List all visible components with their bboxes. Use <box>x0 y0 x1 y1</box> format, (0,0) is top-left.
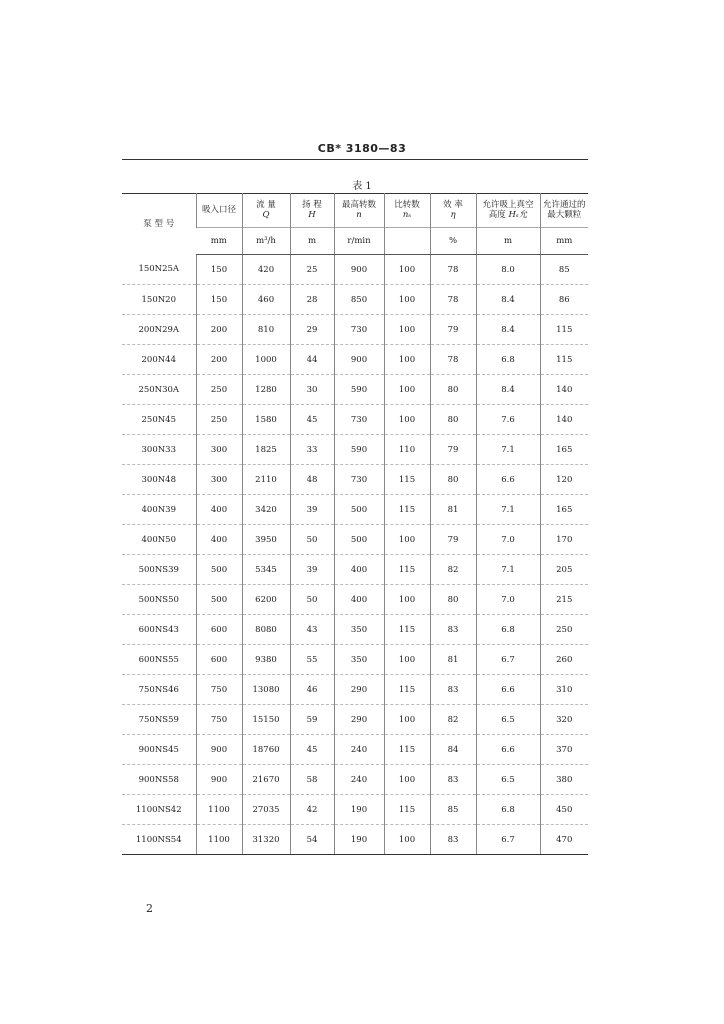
cell-inlet: 600 <box>196 615 242 645</box>
cell-max-particle: 165 <box>540 495 588 525</box>
cell-max-particle: 170 <box>540 525 588 555</box>
cell-suction-lift: 6.8 <box>476 345 540 375</box>
cell-flow: 420 <box>242 255 290 285</box>
cell-max-particle: 260 <box>540 645 588 675</box>
cell-efficiency: 82 <box>430 705 476 735</box>
cell-specific-speed: 115 <box>384 555 430 585</box>
table-body <box>122 255 588 855</box>
table-row <box>122 255 588 285</box>
cell-flow: 6200 <box>242 585 290 615</box>
cell-suction-lift: 7.1 <box>476 435 540 465</box>
table-row <box>122 465 588 495</box>
table-row <box>122 585 588 615</box>
cell-flow: 1580 <box>242 405 290 435</box>
cell-efficiency: 79 <box>430 525 476 555</box>
unit-speed: r/min <box>334 228 384 255</box>
cell-model: 1100NS42 <box>122 795 196 825</box>
cell-specific-speed: 100 <box>384 765 430 795</box>
cell-speed: 240 <box>334 735 384 765</box>
cell-flow: 13080 <box>242 675 290 705</box>
cell-efficiency: 81 <box>430 495 476 525</box>
cell-inlet: 250 <box>196 375 242 405</box>
cell-model: 200N44 <box>122 345 196 375</box>
cell-model: 150N25A <box>138 264 180 275</box>
cell-specific-speed: 100 <box>384 285 430 315</box>
cell-specific-speed: 115 <box>384 495 430 525</box>
cell-specific-speed: 115 <box>384 675 430 705</box>
page-number: 2 <box>146 902 153 915</box>
cell-inlet: 600 <box>196 645 242 675</box>
cell-head: 50 <box>290 585 334 615</box>
standard-code-header: CB* 3180—83 <box>317 142 407 155</box>
cell-inlet: 250 <box>196 405 242 435</box>
table-row <box>122 735 588 765</box>
table-row <box>122 345 588 375</box>
table-row <box>122 555 588 585</box>
cell-specific-speed: 100 <box>384 315 430 345</box>
cell-speed: 590 <box>334 375 384 405</box>
table-row <box>122 315 588 345</box>
cell-suction-lift: 7.0 <box>476 525 540 555</box>
cell-flow: 3420 <box>242 495 290 525</box>
cell-suction-lift: 6.5 <box>476 705 540 735</box>
cell-suction-lift: 6.6 <box>476 465 540 495</box>
cell-max-particle: 215 <box>540 585 588 615</box>
cell-speed: 290 <box>334 705 384 735</box>
cell-specific-speed: 100 <box>384 255 430 285</box>
cell-suction-lift: 8.0 <box>476 255 540 285</box>
cell-max-particle: 450 <box>540 795 588 825</box>
cell-efficiency: 80 <box>430 465 476 495</box>
cell-speed: 900 <box>334 345 384 375</box>
table-row <box>122 435 588 465</box>
cell-head: 39 <box>290 555 334 585</box>
cell-inlet: 400 <box>196 525 242 555</box>
unit-suction-lift: m <box>476 228 540 255</box>
cell-suction-lift: 7.0 <box>476 585 540 615</box>
cell-head: 42 <box>290 795 334 825</box>
cell-speed: 730 <box>334 405 384 435</box>
cell-max-particle: 115 <box>540 315 588 345</box>
cell-inlet: 150 <box>196 255 242 285</box>
cell-efficiency: 83 <box>430 615 476 645</box>
cell-efficiency: 82 <box>430 555 476 585</box>
cell-speed: 190 <box>334 825 384 855</box>
cell-flow: 15150 <box>242 705 290 735</box>
table-row <box>122 705 588 735</box>
cell-inlet: 200 <box>196 315 242 345</box>
cell-head: 59 <box>290 705 334 735</box>
cell-flow: 1825 <box>242 435 290 465</box>
cell-flow: 5345 <box>242 555 290 585</box>
cell-flow: 810 <box>242 315 290 345</box>
cell-suction-lift: 6.5 <box>476 765 540 795</box>
col-header-head: 扬 程 H <box>290 193 334 228</box>
cell-head: 50 <box>290 525 334 555</box>
cell-head: 44 <box>290 345 334 375</box>
cell-efficiency: 78 <box>430 345 476 375</box>
cell-head: 28 <box>290 285 334 315</box>
table-title: 表 1 <box>352 181 372 192</box>
cell-specific-speed: 110 <box>384 435 430 465</box>
cell-inlet: 900 <box>196 735 242 765</box>
cell-suction-lift: 7.6 <box>476 405 540 435</box>
cell-specific-speed: 100 <box>384 375 430 405</box>
cell-efficiency: 83 <box>430 675 476 705</box>
table-row <box>122 285 588 315</box>
cell-head: 25 <box>290 255 334 285</box>
cell-inlet: 300 <box>196 465 242 495</box>
cell-head: 45 <box>290 405 334 435</box>
cell-model: 750NS46 <box>122 675 196 705</box>
cell-max-particle: 115 <box>540 345 588 375</box>
cell-max-particle: 85 <box>540 255 588 285</box>
cell-model: 300N33 <box>122 435 196 465</box>
unit-inlet: mm <box>196 228 242 255</box>
cell-head: 39 <box>290 495 334 525</box>
cell-flow: 3950 <box>242 525 290 555</box>
cell-head: 55 <box>290 645 334 675</box>
cell-specific-speed: 115 <box>384 615 430 645</box>
cell-specific-speed: 100 <box>384 585 430 615</box>
cell-inlet: 500 <box>196 555 242 585</box>
cell-speed: 500 <box>334 495 384 525</box>
cell-model: 900NS58 <box>122 765 196 795</box>
cell-flow: 2110 <box>242 465 290 495</box>
cell-flow: 1000 <box>242 345 290 375</box>
cell-flow: 1280 <box>242 375 290 405</box>
col-header-inlet: 吸入口径 <box>196 193 242 228</box>
table-row <box>122 375 588 405</box>
cell-suction-lift: 6.6 <box>476 675 540 705</box>
table-row <box>122 675 588 705</box>
table-row <box>122 795 588 825</box>
cell-model: 600NS55 <box>122 645 196 675</box>
cell-suction-lift: 8.4 <box>476 315 540 345</box>
cell-efficiency: 78 <box>430 255 476 285</box>
cell-speed: 400 <box>334 585 384 615</box>
cell-specific-speed: 100 <box>384 525 430 555</box>
cell-specific-speed: 100 <box>384 705 430 735</box>
cell-inlet: 300 <box>196 435 242 465</box>
cell-suction-lift: 6.8 <box>476 615 540 645</box>
cell-max-particle: 370 <box>540 735 588 765</box>
cell-speed: 400 <box>334 555 384 585</box>
cell-specific-speed: 115 <box>384 795 430 825</box>
cell-model: 900NS45 <box>122 735 196 765</box>
table-row <box>122 765 588 795</box>
header-rule <box>122 159 588 160</box>
cell-model: 500NS39 <box>122 555 196 585</box>
cell-model: 300N48 <box>122 465 196 495</box>
cell-flow: 18760 <box>242 735 290 765</box>
cell-max-particle: 120 <box>540 465 588 495</box>
cell-inlet: 400 <box>196 495 242 525</box>
col-header-suction-lift: 允许吸上真空 高度 Hₛ允 <box>476 193 540 228</box>
table-row <box>122 825 588 855</box>
table-row <box>122 495 588 525</box>
cell-efficiency: 80 <box>430 375 476 405</box>
col-header-specific-speed: 比转数 nₛ <box>384 193 430 228</box>
cell-max-particle: 86 <box>540 285 588 315</box>
cell-model: 200N29A <box>122 315 196 345</box>
cell-efficiency: 80 <box>430 405 476 435</box>
cell-head: 33 <box>290 435 334 465</box>
cell-head: 46 <box>290 675 334 705</box>
cell-speed: 240 <box>334 765 384 795</box>
cell-inlet: 750 <box>196 705 242 735</box>
cell-suction-lift: 7.1 <box>476 495 540 525</box>
cell-model: 1100NS54 <box>122 825 196 855</box>
cell-head: 43 <box>290 615 334 645</box>
cell-flow: 8080 <box>242 615 290 645</box>
cell-efficiency: 80 <box>430 585 476 615</box>
cell-model: 600NS43 <box>122 615 196 645</box>
unit-efficiency: % <box>430 228 476 255</box>
cell-max-particle: 205 <box>540 555 588 585</box>
cell-max-particle: 320 <box>540 705 588 735</box>
cell-model: 750NS59 <box>122 705 196 735</box>
cell-inlet: 750 <box>196 675 242 705</box>
cell-specific-speed: 100 <box>384 345 430 375</box>
cell-max-particle: 470 <box>540 825 588 855</box>
cell-flow: 31320 <box>242 825 290 855</box>
cell-head: 45 <box>290 735 334 765</box>
cell-efficiency: 85 <box>430 795 476 825</box>
cell-suction-lift: 6.7 <box>476 825 540 855</box>
cell-speed: 850 <box>334 285 384 315</box>
table-header-row <box>122 193 588 228</box>
col-header-efficiency: 效 率 η <box>430 193 476 228</box>
cell-max-particle: 380 <box>540 765 588 795</box>
cell-model: 250N30A <box>122 375 196 405</box>
unit-flow: m³/h <box>242 228 290 255</box>
cell-efficiency: 81 <box>430 645 476 675</box>
cell-inlet: 900 <box>196 765 242 795</box>
cell-speed: 350 <box>334 615 384 645</box>
cell-model: 400N50 <box>122 525 196 555</box>
cell-inlet: 200 <box>196 345 242 375</box>
cell-head: 58 <box>290 765 334 795</box>
cell-max-particle: 250 <box>540 615 588 645</box>
col-header-model: 泵 型 号 <box>143 218 175 229</box>
cell-speed: 730 <box>334 465 384 495</box>
cell-suction-lift: 6.6 <box>476 735 540 765</box>
cell-specific-speed: 115 <box>384 465 430 495</box>
cell-model: 150N20 <box>122 285 196 315</box>
pump-spec-table <box>122 193 588 855</box>
cell-speed: 290 <box>334 675 384 705</box>
cell-flow: 27035 <box>242 795 290 825</box>
cell-inlet: 1100 <box>196 795 242 825</box>
cell-speed: 350 <box>334 645 384 675</box>
cell-head: 54 <box>290 825 334 855</box>
cell-efficiency: 79 <box>430 315 476 345</box>
col-header-speed: 最高转数 n <box>334 193 384 228</box>
cell-efficiency: 83 <box>430 765 476 795</box>
table-row <box>122 615 588 645</box>
cell-inlet: 1100 <box>196 825 242 855</box>
cell-max-particle: 310 <box>540 675 588 705</box>
cell-speed: 500 <box>334 525 384 555</box>
table-row <box>122 525 588 555</box>
col-header-flow: 流 量 Q <box>242 193 290 228</box>
cell-speed: 900 <box>334 255 384 285</box>
cell-efficiency: 78 <box>430 285 476 315</box>
cell-flow: 460 <box>242 285 290 315</box>
cell-speed: 590 <box>334 435 384 465</box>
cell-suction-lift: 8.4 <box>476 285 540 315</box>
cell-specific-speed: 115 <box>384 735 430 765</box>
cell-efficiency: 79 <box>430 435 476 465</box>
cell-speed: 190 <box>334 795 384 825</box>
cell-flow: 9380 <box>242 645 290 675</box>
cell-suction-lift: 8.4 <box>476 375 540 405</box>
cell-head: 48 <box>290 465 334 495</box>
cell-max-particle: 165 <box>540 435 588 465</box>
cell-suction-lift: 7.1 <box>476 555 540 585</box>
cell-flow: 21670 <box>242 765 290 795</box>
cell-efficiency: 84 <box>430 735 476 765</box>
cell-specific-speed: 100 <box>384 405 430 435</box>
cell-max-particle: 140 <box>540 375 588 405</box>
unit-head: m <box>290 228 334 255</box>
cell-model: 250N45 <box>122 405 196 435</box>
table-row <box>122 645 588 675</box>
cell-model: 400N39 <box>122 495 196 525</box>
cell-suction-lift: 6.7 <box>476 645 540 675</box>
cell-head: 30 <box>290 375 334 405</box>
col-header-max-particle: 允许通过的 最大颗粒 <box>540 193 588 228</box>
cell-speed: 730 <box>334 315 384 345</box>
cell-model: 500NS50 <box>122 585 196 615</box>
cell-inlet: 500 <box>196 585 242 615</box>
cell-specific-speed: 100 <box>384 825 430 855</box>
table-row <box>122 405 588 435</box>
cell-efficiency: 83 <box>430 825 476 855</box>
cell-inlet: 150 <box>196 285 242 315</box>
cell-specific-speed: 100 <box>384 645 430 675</box>
unit-specific-speed <box>384 228 430 255</box>
unit-max-particle: mm <box>540 228 588 255</box>
cell-suction-lift: 6.8 <box>476 795 540 825</box>
cell-head: 29 <box>290 315 334 345</box>
cell-max-particle: 140 <box>540 405 588 435</box>
